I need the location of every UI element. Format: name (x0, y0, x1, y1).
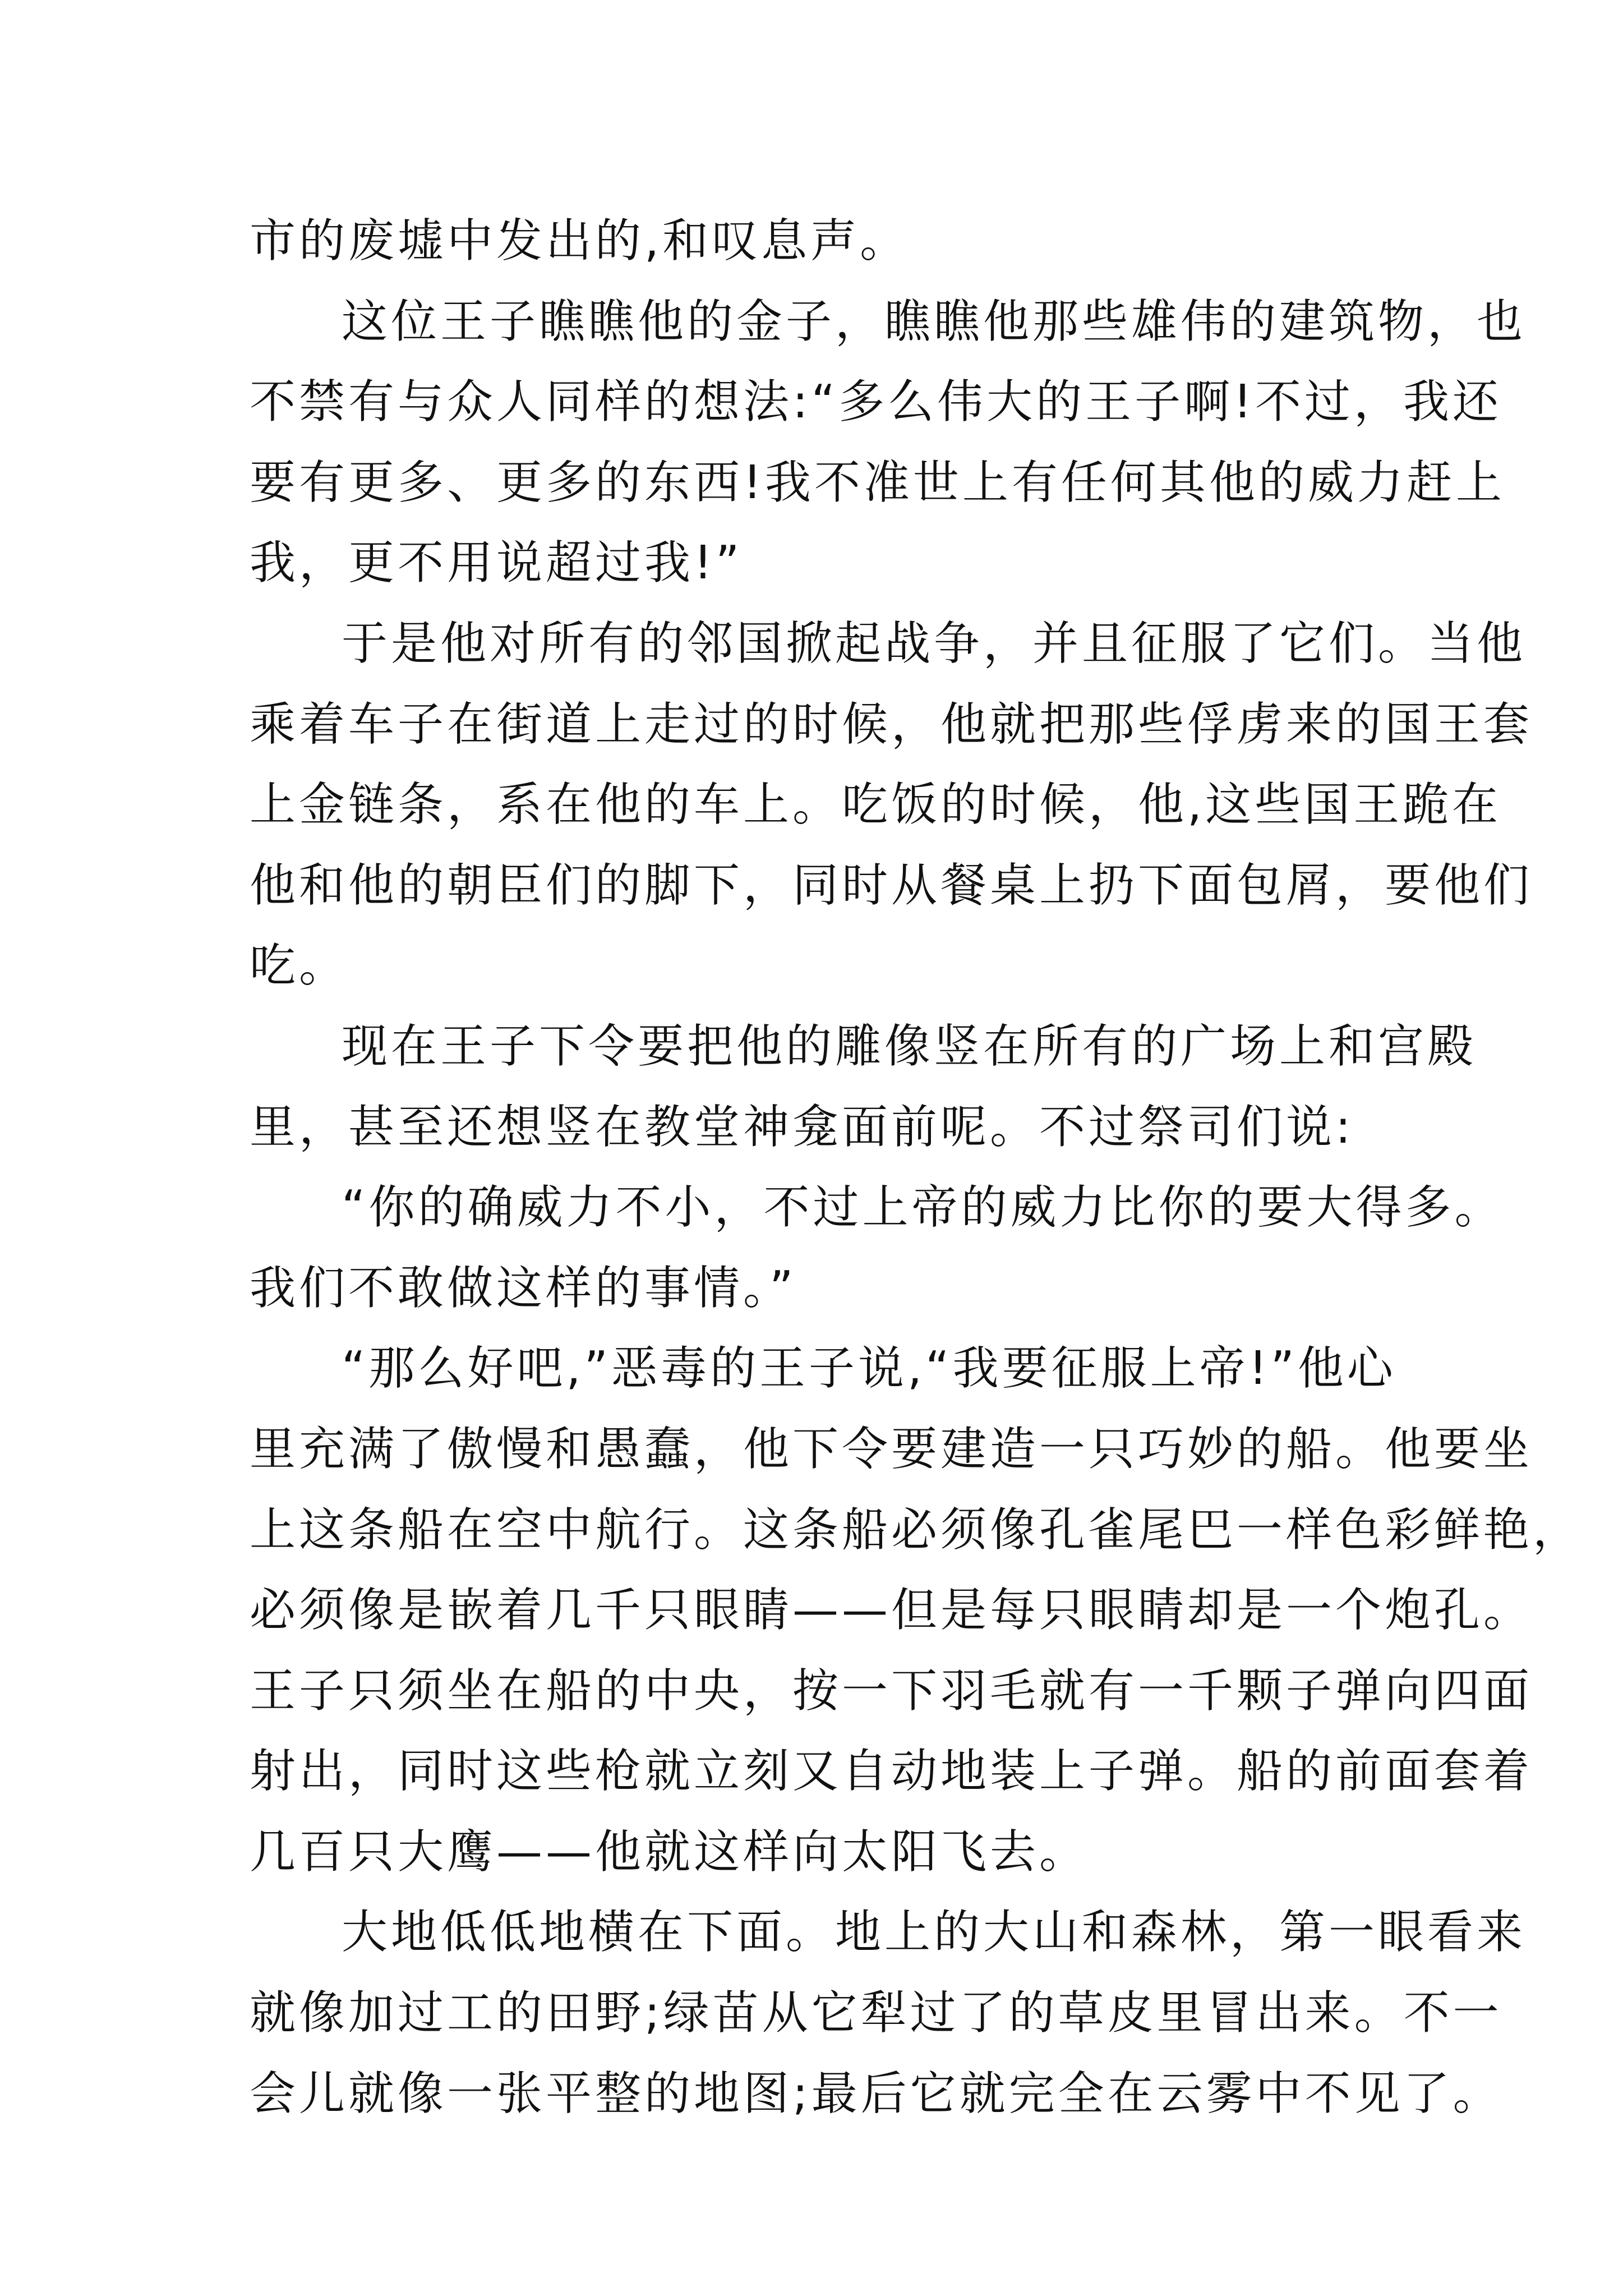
text-line: 市的废墟中发出的,和叹息声。 (250, 214, 910, 268)
text-line: 大地低低地横在下面。地上的大山和森林，第一眼看来 (342, 1906, 1527, 1959)
text-line: 乘着车子在街道上走过的时候，他就把那些俘虏来的国王套 (250, 697, 1533, 751)
text-line: 于是他对所有的邻国掀起战争，并且征服了它们。当他 (342, 616, 1527, 670)
text-line: 不禁有与众人同样的想法:“多么伟大的王子啊!不过，我还 (250, 375, 1502, 429)
text-line: 我，更不用说超过我!” (250, 536, 743, 590)
paragraph (250, 604, 1533, 1006)
text-line: 会儿就像一张平整的地图;最后它就完全在云雾中不见了。 (250, 2067, 1502, 2120)
paragraph (250, 1328, 1583, 1892)
text-line: 上这条船在空中航行。这条船必须像孔雀尾巴一样色彩鲜艳， (250, 1503, 1583, 1557)
text-line: 几百只大鹰——他就这样向太阳飞去。 (250, 1825, 1089, 1879)
paragraph (250, 1006, 1477, 1167)
text-line: 必须像是嵌着几千只眼睛——但是每只眼睛却是一个炮孔。 (250, 1584, 1533, 1637)
text-line: 我们不敢做这样的事情。” (250, 1261, 797, 1315)
text-line: 就像加过工的田野;绿苗从它犁过了的草皮里冒出来。不一 (250, 1986, 1502, 2040)
paragraph (250, 1892, 1527, 2134)
paragraph (250, 201, 1388, 282)
body-text (250, 201, 1583, 2134)
text-line: “那么好吧,”恶毒的王子说,“我要征服上帝!”他心 (342, 1342, 1396, 1396)
text-line: 这位王子瞧瞧他的金子，瞧瞧他那些雄伟的建筑物，也 (342, 295, 1527, 348)
text-line: 吃。 (250, 939, 349, 993)
text-line: 他和他的朝臣们的脚下，同时从餐桌上扔下面包屑，要他们 (250, 858, 1533, 912)
paragraph (250, 282, 1527, 604)
text-line: 现在王子下令要把他的雕像竖在所有的广场上和宫殿 (342, 1019, 1477, 1073)
text-line: 上金链条，系在他的车上。吃饭的时候，他,这些国王跪在 (250, 778, 1502, 832)
text-line: 要有更多、更多的东西!我不准世上有任何其他的威力赶上 (250, 455, 1505, 509)
text-line: 王子只须坐在船的中央，按一下羽毛就有一千颗子弹向四面 (250, 1664, 1533, 1718)
text-line: 射出，同时这些枪就立刻又自动地装上子弹。船的前面套着 (250, 1745, 1533, 1798)
text-line: 里充满了傲慢和愚蠢，他下令要建造一只巧妙的船。他要坐 (250, 1422, 1533, 1476)
paragraph (250, 1167, 1504, 1328)
text-line: 里，甚至还想竖在教堂神龛面前呢。不过祭司们说: (250, 1100, 1354, 1154)
text-line: “你的确威力不小，不过上帝的威力比你的要大得多。 (342, 1181, 1504, 1235)
